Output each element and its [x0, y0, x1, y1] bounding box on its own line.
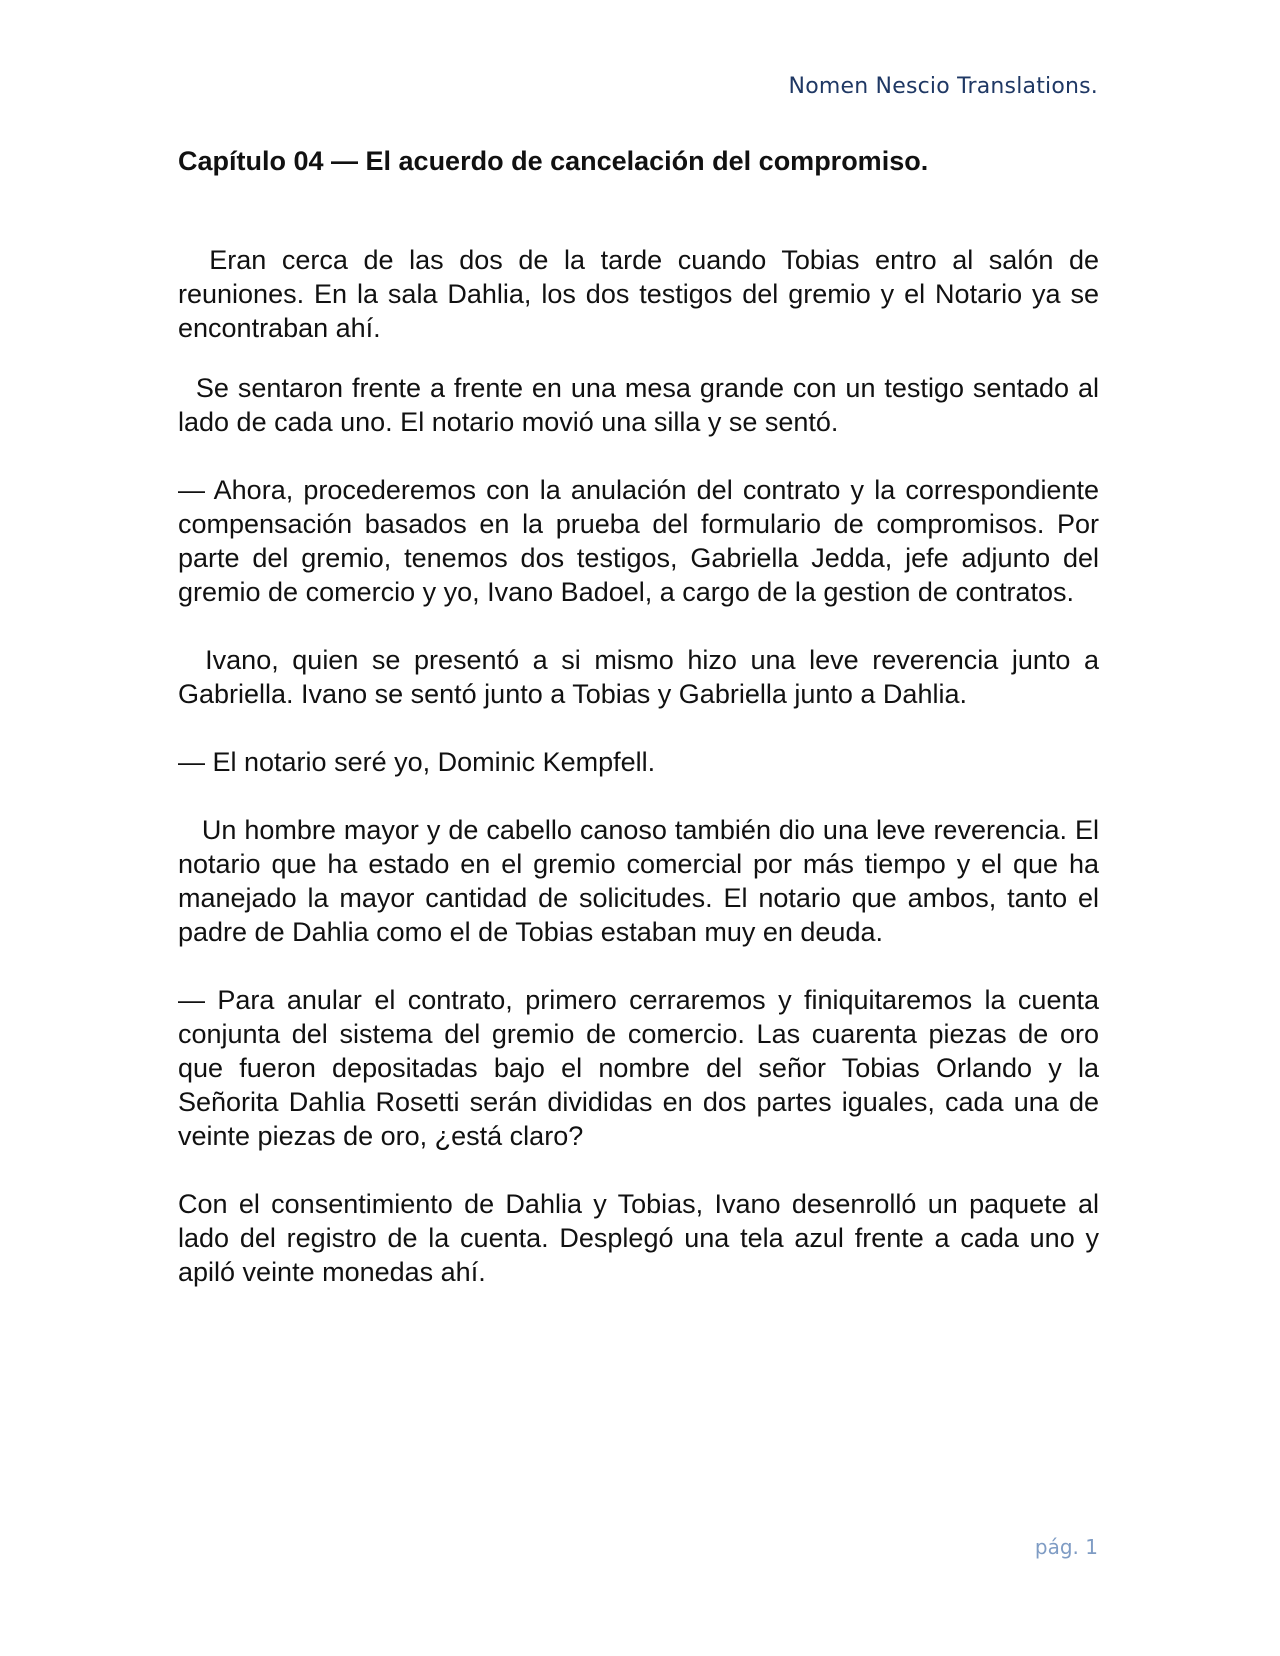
chapter-title: Capítulo 04 — El acuerdo de cancelación del compromiso.	[178, 146, 929, 176]
paragraph-5: — El notario seré yo, Dominic Kempfell.	[178, 747, 656, 778]
paragraph-6: Un hombre mayor y de cabello canoso también dio una leve reverencia. El notario que ha estado en el gremio comercial por más tiempo y el que ha manejado la mayor cantidad de solicitudes. El notario que ambos, tanto el padre de Dahlia como el de Tobias estaban muy en deuda.	[178, 815, 1107, 948]
paragraph-2: Se sentaron frente a frente en una mesa grande con un testigo sentado al lado de cada uno. El notario movió una silla y se sentó.	[178, 373, 1107, 438]
paragraph-7: — Para anular el contrato, primero cerraremos y finiquitaremos la cuenta conjunta del sistema del gremio de comercio. Las cuarenta piezas de oro que fueron depositadas bajo el nombre del señor Tobias Orlando y la Señorita Dahlia Rosetti serán divididas en dos partes iguales, cada una de veinte piezas de oro, ¿está claro?	[178, 985, 1107, 1152]
header-brand: Nomen Nescio Translations.	[788, 74, 1098, 99]
paragraph-8: Con el consentimiento de Dahlia y Tobias, Ivano desenrolló un paquete al lado del registro de la cuenta. Desplegó una tela azul frente a cada uno y apiló veinte monedas ahí.	[178, 1189, 1107, 1288]
paragraph-1: Eran cerca de las dos de la tarde cuando Tobias entro al salón de reuniones. En la sala Dahlia, los dos testigos del gremio y el Notario ya se encontraban ahí.	[178, 245, 1107, 344]
page-number: pág. 1	[1034, 1535, 1098, 1559]
document-body	[178, 144, 1107, 1289]
paragraph-4: Ivano, quien se presentó a si mismo hizo una leve reverencia junto a Gabriella. Ivano se sentó junto a Tobias y Gabriella junto a Dahlia.	[178, 645, 1107, 710]
paragraph-3: — Ahora, procederemos con la anulación del contrato y la correspondiente compensación basados en la prueba del formulario de compromisos. Por parte del gremio, tenemos dos testigos, Gabriella Jedda, jefe adjunto del gremio de comercio y yo, Ivano Badoel, a cargo de la gestion de contratos.	[178, 475, 1107, 608]
